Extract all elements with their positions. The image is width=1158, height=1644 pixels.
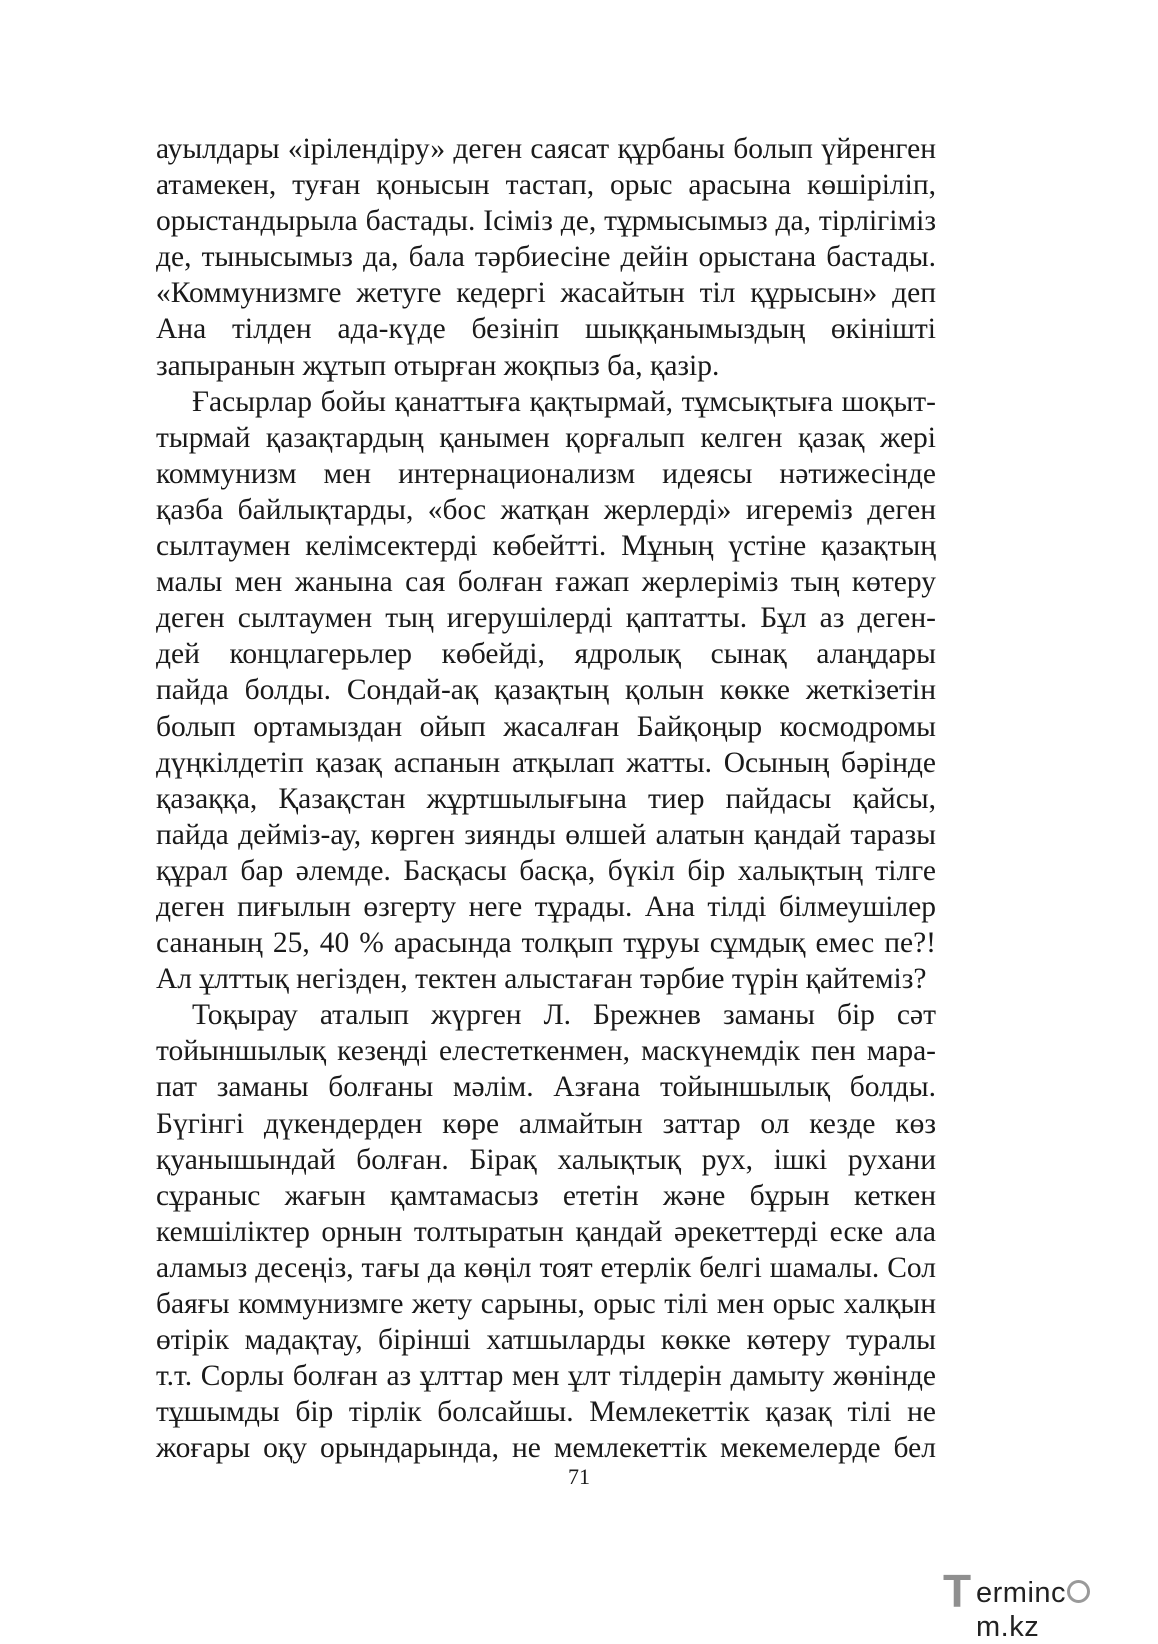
text-line: жоғары оқу орындарында, не мемлекеттік мекемелерде бел xyxy=(156,1432,936,1465)
text-line: аламыз десеңіз, тағы да көңіл тоят етерлік белгі шамалы. Сол xyxy=(156,1251,936,1284)
text-line: коммунизм мен интернационализм идеясы нәтижесінде xyxy=(156,457,936,490)
text-line: дей концлагерьлер көбейді, ядролық сынақ алаңдары xyxy=(156,638,936,671)
paragraph-1 xyxy=(156,131,936,384)
watermark-text-end: m.kz xyxy=(976,1611,1040,1643)
text-line: болып ортамыздан ойып жасалған Байқоңыр космодромы xyxy=(156,710,936,743)
text-line: т.т. Сорлы болған аз ұлттар мен ұлт тілдерін дамыту жөнінде xyxy=(156,1360,936,1393)
page-number: 71 xyxy=(568,1464,590,1489)
text-line: запыранын жұтып отырған жоқпыз ба, қазір. xyxy=(156,349,720,382)
text-line: пайда дейміз-ау, көрген зиянды өлшей алатын қандай таразы xyxy=(156,818,936,851)
text-line: сұраныс жағын қамтамасыз ететін және бұрын кеткен xyxy=(156,1179,936,1212)
termincom-watermark-logo xyxy=(943,1565,1149,1643)
text-line: Тоқырау аталып жүрген Л. Брежнев заманы бір сәт xyxy=(192,999,936,1032)
watermark-text xyxy=(976,1576,1149,1644)
circle-o-icon xyxy=(1067,1580,1090,1603)
text-line: тойыншылық кезеңді елестеткенмен, маскүнемдік пен мара- xyxy=(156,1035,936,1068)
text-line: ауылдары «ірілендіру» деген саясат құрбаны болып үйренген xyxy=(156,133,936,165)
text-line: орыстандырыла бастады. Ісіміз де, тұрмысымыз да, тірлігіміз xyxy=(156,205,936,238)
text-line: Ана тілден ада-күде безініп шыққанымыздың өкінішті xyxy=(156,313,936,346)
text-line: де, тынысымыз да, бала тәрбиесіне дейін орыстана бастады. xyxy=(156,241,936,274)
text-line: пайда болды. Сондай-ақ қазақтың қолын көкке жеткізетін xyxy=(156,674,936,707)
text-line: өтірік мадақтау, бірінші хатшыларды көкке көтеру туралы xyxy=(156,1324,936,1357)
paragraph-2 xyxy=(156,384,936,998)
text-line: деген пиғылын өзгерту неге тұрады. Ана тілді білмеушілер xyxy=(156,890,936,923)
text-line: деген сылтаумен тың игерушілерді қаптатты. Бұл аз деген- xyxy=(156,602,936,635)
text-line: сылтаумен келімсектерді көбейтті. Мұның үстіне қазақтың xyxy=(156,530,936,563)
text-line: қуанышындай болған. Бірақ халықтық рух, ішкі рухани xyxy=(156,1143,936,1176)
watermark-text-start: erminc xyxy=(976,1577,1067,1609)
body-text xyxy=(156,131,936,1466)
text-line: кемшіліктер орнын толтыратын қандай әрекеттерді еске ала xyxy=(156,1215,936,1248)
paragraph-3 xyxy=(156,997,936,1466)
text-line: қазаққа, Қазақстан жұртшылығына тиер пайдасы қайсы, xyxy=(156,782,936,815)
text-line: сананың 25, 40 % арасында толқып тұруы сұмдық емес пе?! xyxy=(156,927,936,960)
text-line: тұшымды бір тірлік болсайшы. Мемлекеттік қазақ тілі не xyxy=(156,1396,936,1429)
text-line: атамекен, туған қонысын тастап, орыс арасына көшіріліп, xyxy=(156,169,936,202)
text-line: пат заманы болғаны мәлім. Азғана тойыншылық болды. xyxy=(156,1071,936,1104)
watermark-t-letter: T xyxy=(943,1565,972,1617)
text-line: Ал ұлттық негізден, тектен алыстаған тәрбие түрін қайтеміз? xyxy=(156,963,927,996)
text-line: Ғасырлар бойы қанаттыға қақтырмай, тұмсықтыға шоқыт- xyxy=(192,385,936,418)
text-line: «Коммунизмге жетуге кедергі жасайтын тіл құрысын» деп xyxy=(156,277,936,310)
text-line: қазба байлықтарды, «бос жатқан жерлерді» игереміз деген xyxy=(156,493,936,526)
text-line: малы мен жанына сая болған ғажап жерлеріміз тың көтеру xyxy=(156,566,936,599)
text-line: құрал бар әлемде. Басқасы басқа, бүкіл бір халықтың тілге xyxy=(156,854,936,887)
text-line: баяғы коммунизмге жету сарыны, орыс тілі мен орыс халқын xyxy=(156,1288,936,1320)
text-line: дүңкілдетіп қазақ аспанын атқылап жатты. Осының бәрінде xyxy=(156,746,936,779)
text-line: Бүгінгі дүкендерден көре алмайтын заттар ол кезде көз xyxy=(156,1107,936,1140)
text-line: тырмай қазақтардың қанымен қорғалып келген қазақ жері xyxy=(156,421,936,454)
